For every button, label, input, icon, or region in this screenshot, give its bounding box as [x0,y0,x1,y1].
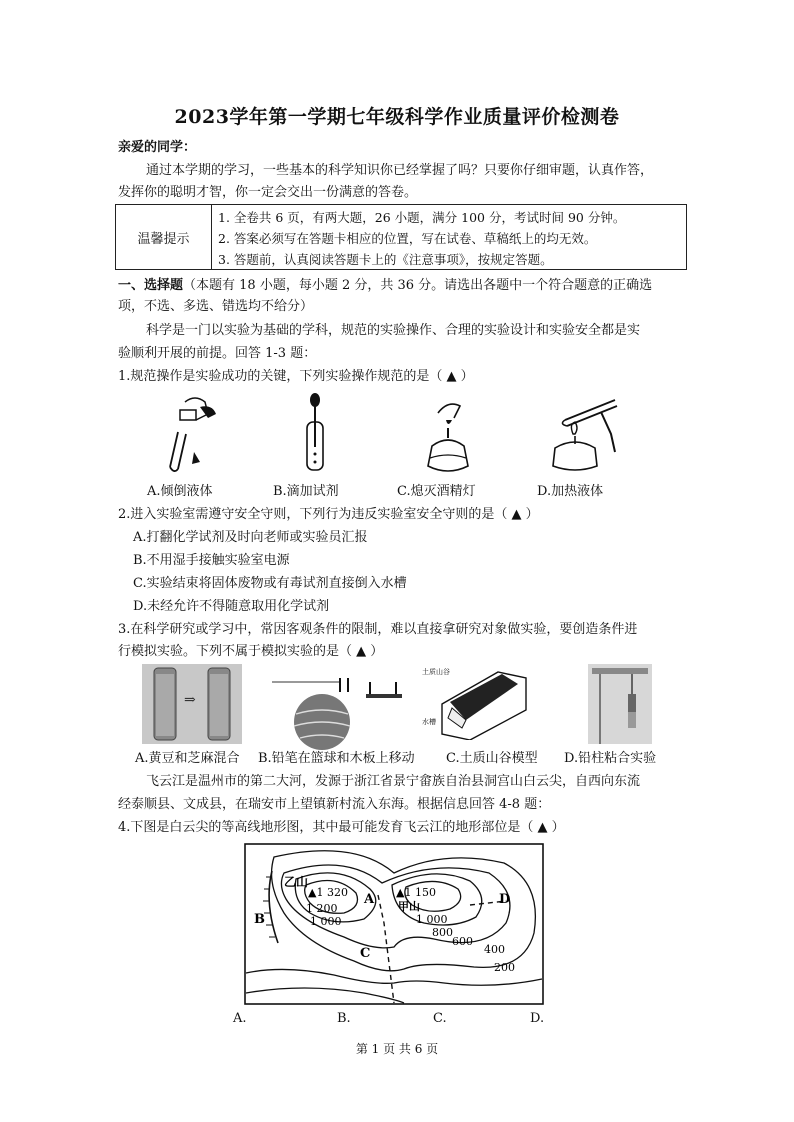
q4-map-peak-jia: 甲山 [398,900,420,913]
q4-map-elev-yi: ▲1 320 [308,886,348,899]
q4-map-contour-200: 200 [494,961,515,974]
q3-figure-d-lead-cylinder [588,664,652,744]
q4-map-contour-1000-left: 1 000 [310,915,342,928]
q4-map-contour-400: 400 [484,943,505,956]
q2-option-c: C.实验结束将固体废物或有毒试剂直接倒入水槽 [133,576,407,591]
q4-option-a: A. [233,1011,247,1026]
passage1-line-1: 科学是一门以实验为基础的学科，规范的实验操作、合理的实验设计和实验安全都是实 [146,323,641,338]
q3-figure-c-valley-model [422,664,530,740]
tips-item-1: 1. 全卷共 6 页，有两大题，26 小题，满分 100 分，考试时间 90 分钟。 [218,210,626,225]
q3-option-b: B.铅笔在篮球和木板上移动 [258,751,415,766]
q4-option-d: D. [530,1011,545,1026]
q3-figure-c-label-valley: 土质山谷 [422,668,450,676]
page-footer: 第 1 页 共 6 页 [355,1042,439,1056]
q4-contour-map [244,843,544,1005]
q1-figure-b-dropper [295,392,335,474]
q4-map-elev-jia: ▲1 150 [396,886,436,899]
q3-option-c: C.土质山谷模型 [446,751,538,766]
section-desc: （本题有 18 小题，每小题 2 分，共 36 分。请选出各题中一个符合题意的正确选 [183,278,653,293]
q1-stem: 1.规范操作是实验成功的关键，下列实验操作规范的是（ ▲ ） [118,369,474,384]
greeting: 亲爱的同学： [118,140,197,155]
q4-map-contour-1000-right: 1 000 [416,913,448,926]
intro-line-1: 通过本学期的学习，一些基本的科学知识你已经掌握了吗？只要你仔细审题，认真作答， [146,163,654,178]
q3-figure-b-pencil [270,670,410,750]
q4-map-peak-yi: 乙山 [284,875,309,889]
tips-item-2: 2. 答案必须写在答题卡相应的位置，写在试卷、草稿纸上的均无效。 [218,231,597,246]
q4-map-contour-800: 800 [432,926,453,939]
q2-option-d: D.未经允许不得随意取用化学试剂 [133,599,330,614]
tips-box [115,204,687,270]
q3-figure-a-mixing [142,664,242,744]
svg-text:⇒: ⇒ [184,692,196,708]
passage1-line-2: 验顺利开展的前提。回答 1-3 题： [118,346,317,361]
q3-stem: 3.在科学研究或学习中，常因客观条件的限制，难以直接拿研究对象做实验，要创造条件进 [118,622,638,637]
q1-option-c: C.熄灭酒精灯 [397,484,476,499]
q4-option-c: C. [433,1011,447,1026]
q2-option-b: B.不用湿手接触实验室电源 [133,553,290,568]
q1-figure-d-heat [545,392,627,474]
section-heading-line [118,277,652,295]
passage2-line-1: 飞云江是温州市的第二大河，发源于浙江省景宁畲族自治县洞宫山白云尖，自西向东流 [146,774,641,789]
q4-map-point-c: C [360,946,371,961]
intro-line-2: 发挥你的聪明才智，你一定会交出一份满意的答卷。 [118,185,418,200]
section-desc-2: 项，不选、多选、错选均不给分） [118,299,314,314]
section-heading: 一、选择题 [118,278,184,293]
q1-figure-a-pour-liquid [150,392,225,474]
q4-stem: 4.下图是白云尖的等高线地形图，其中最可能发育飞云江的地形部位是（ ▲ ） [118,820,565,835]
q2-option-a: A.打翻化学试剂及时向老师或实验员汇报 [133,530,368,545]
page-title: 2023学年第一学期七年级科学作业质量评价检测卷 [174,106,620,128]
q3-option-a: A.黄豆和芝麻混合 [135,751,240,766]
q1-option-b: B.滴加试剂 [273,484,339,499]
q4-map-point-d: D [499,892,511,907]
q3-option-d: D.铅柱粘合实验 [564,751,657,766]
q2-stem: 2.进入实验室需遵守安全守则，下列行为违反实验室安全守则的是（ ▲ ） [118,507,539,522]
q4-map-point-b: B [254,912,265,927]
q3-figure-c-label-tank: 水槽 [422,718,436,726]
q4-option-b: B. [337,1011,351,1026]
q4-map-contour-1200: 1 200 [306,902,338,915]
passage2-line-2: 经泰顺县、文成县，在瑞安市上望镇新村流入东海。根据信息回答 4-8 题： [118,797,551,812]
tips-label: 温馨提示 [116,205,212,269]
q4-map-point-a: A [364,892,375,907]
q1-option-d: D.加热液体 [537,484,604,499]
q1-figure-c-lamp [420,398,480,476]
q4-map-contour-600: 600 [452,935,473,948]
q3-stem-2: 行模拟实验。下列不属于模拟实验的是（ ▲ ） [118,644,384,659]
tips-item-3: 3. 答题前，认真阅读答题卡上的《注意事项》，按规定答题。 [218,252,553,267]
q1-option-a: A.倾倒液体 [147,484,213,499]
